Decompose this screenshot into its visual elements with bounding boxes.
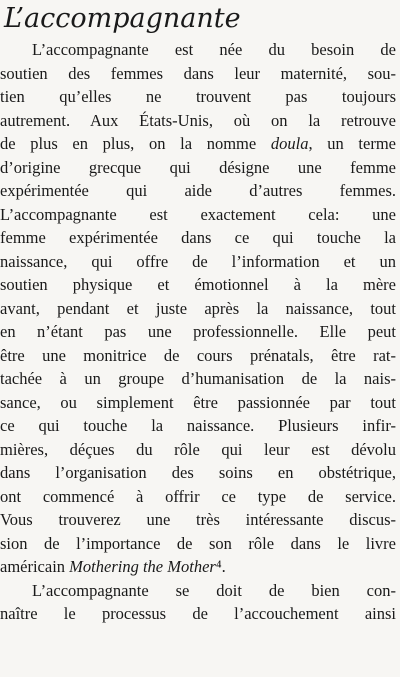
text-line	[0, 438, 400, 462]
text-line	[0, 461, 400, 485]
text-line	[0, 414, 400, 438]
text-line	[0, 532, 400, 556]
text-line-content: ce qui touche la naissance. Plusieurs infir-	[0, 416, 396, 435]
text-line-content: de plus en plus, on la nomme	[0, 134, 271, 153]
text-line-content: d’origine grecque qui désigne une femme	[0, 157, 396, 177]
text-line-content: soutien physique et émotionnel à la mère	[0, 275, 396, 294]
text-line	[0, 109, 400, 133]
text-line	[0, 367, 400, 391]
text-line-content: femme expérimentée dans ce qui touche la	[0, 228, 396, 247]
text-line-tail: , un terme	[308, 134, 396, 153]
text-line-content: naître le processus de l’accouchement ainsi	[0, 604, 396, 623]
text-line-content: sion de l’importance de son rôle dans le livre	[0, 533, 396, 553]
text-line-content: être une monitrice de cours prénatals, être rat-	[0, 345, 396, 365]
text-line-content: ont commencé à offrir ce type de service.	[0, 486, 396, 506]
text-line	[0, 297, 400, 321]
text-line-content: en n’étant pas une professionnelle. Elle peut	[0, 322, 396, 341]
text-line	[0, 226, 400, 250]
text-line	[0, 344, 400, 368]
text-line-content: américain	[0, 557, 70, 576]
body-text	[0, 38, 400, 626]
text-line-content: expérimentée qui aide d’autres femmes.	[0, 181, 396, 200]
text-line-tail: ⁴.	[215, 557, 226, 576]
text-line-content: dans l’organisation des soins en obstétrique,	[0, 463, 396, 482]
text-line-content: mières, déçues du rôle qui leur est dévolu	[0, 439, 396, 459]
text-line	[0, 508, 400, 532]
text-line-content: sance, ou simplement être passionnée par tout	[0, 392, 396, 412]
text-line	[0, 320, 400, 344]
text-line	[0, 38, 400, 62]
text-line-content: naissance, qui offre de l’information et un	[0, 251, 396, 271]
italic-term: Mothering the Mother	[69, 557, 216, 576]
section-heading: L’accompagnante	[4, 3, 241, 34]
text-line-content: avant, pendant et juste après la naissance, tout	[0, 298, 396, 318]
text-line	[0, 85, 400, 109]
text-line	[0, 62, 400, 86]
text-line-content: autrement. Aux États-Unis, où on la retrouve	[0, 110, 396, 130]
text-line-content: soutien des femmes dans leur maternité, sou-	[0, 63, 396, 83]
text-line-content: tachée à un groupe d’humanisation de la nais-	[0, 369, 396, 388]
text-line-content: L’accompagnante est née du besoin de	[32, 40, 396, 59]
text-line	[0, 555, 400, 579]
text-line	[0, 156, 400, 180]
text-line-content: L’accompagnante est exactement cela: une	[0, 204, 396, 224]
text-line	[0, 132, 400, 156]
text-line	[0, 579, 400, 603]
text-line	[0, 273, 400, 297]
text-line	[0, 203, 400, 227]
text-line	[0, 179, 400, 203]
italic-term: doula	[270, 134, 309, 153]
text-line	[0, 391, 400, 415]
text-line	[0, 602, 400, 626]
text-line	[0, 250, 400, 274]
text-line-content: tien qu’elles ne trouvent pas toujours	[0, 87, 396, 106]
text-line-content: L’accompagnante se doit de bien con-	[32, 580, 396, 600]
text-line-content: Vous trouverez une très intéressante discus-	[0, 510, 396, 529]
text-line	[0, 485, 400, 509]
